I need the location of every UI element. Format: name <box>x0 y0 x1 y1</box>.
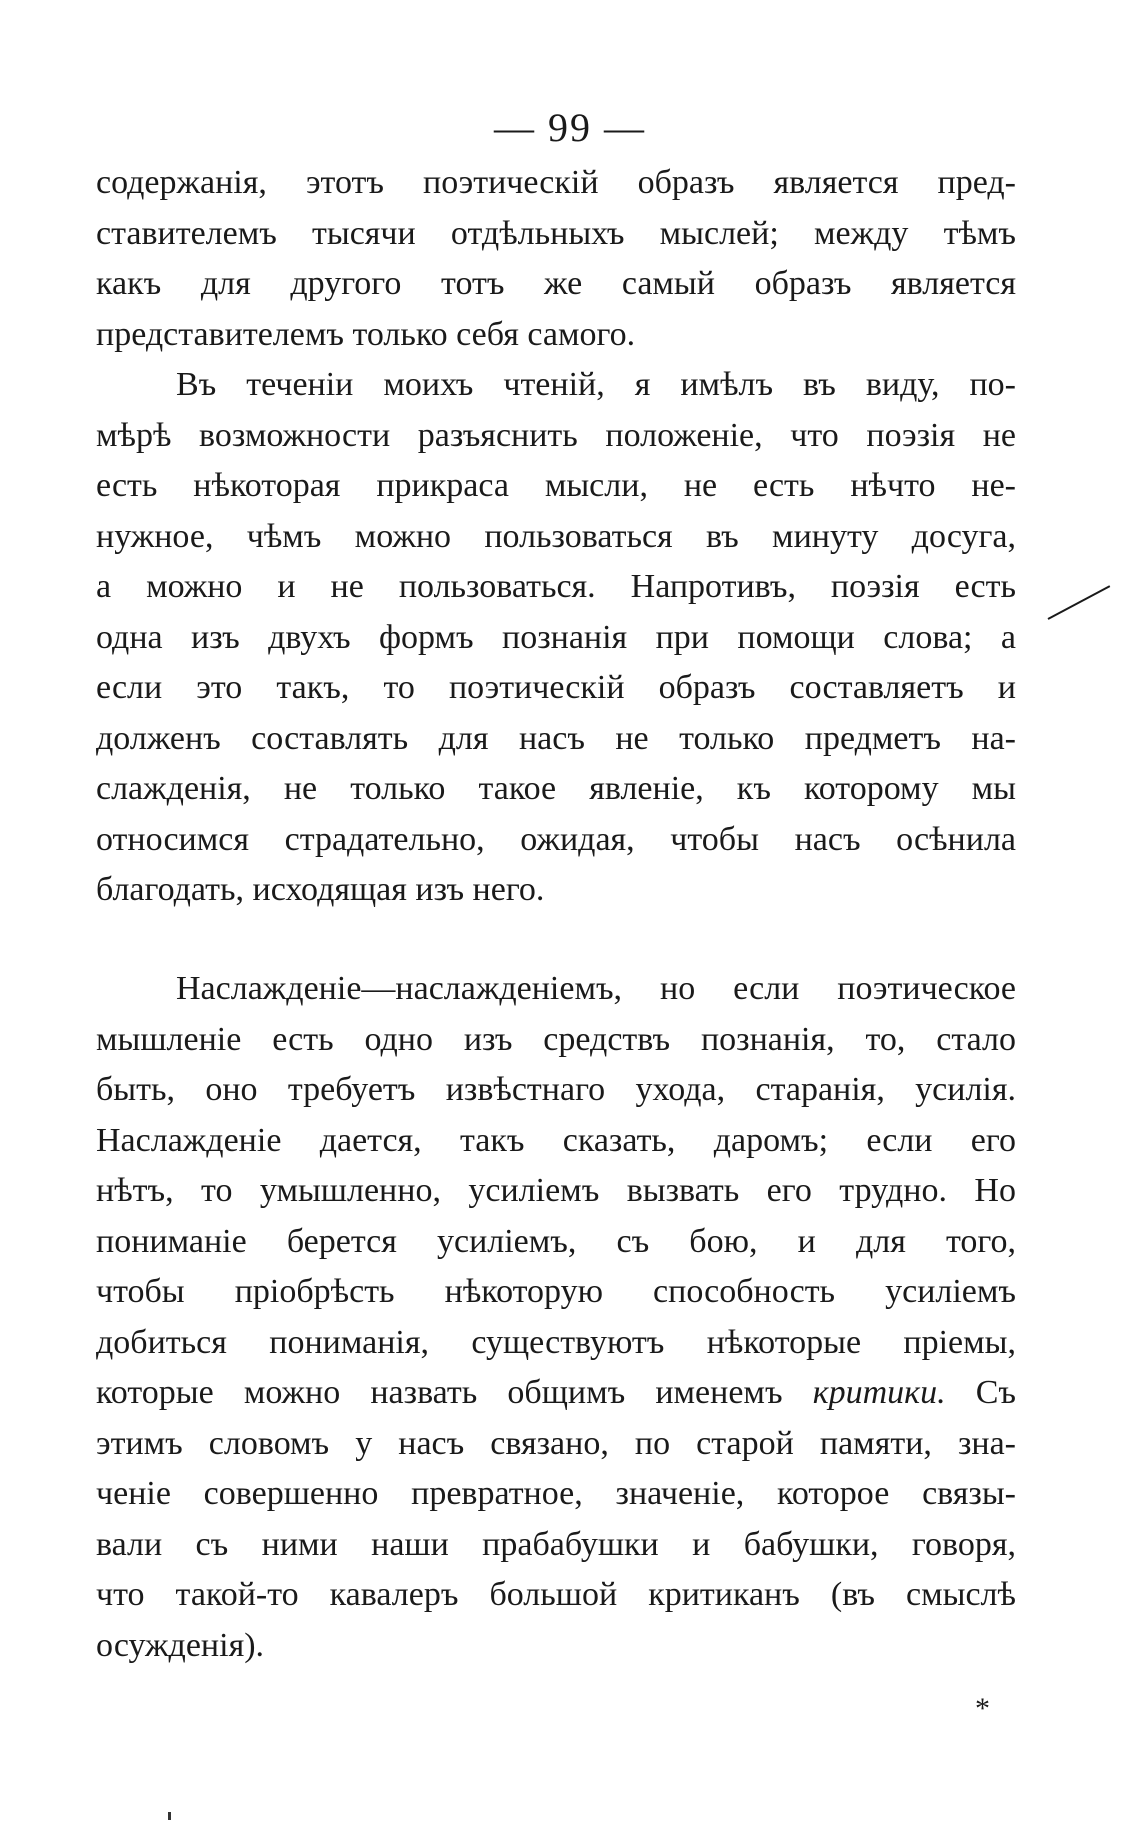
text-line: быть, оно требуетъ извѣстнаго ухода, старанія, усилія. <box>96 1071 1016 1108</box>
text-line: чтобы пріобрѣсть нѣкоторую способность усиліемъ <box>96 1273 1016 1310</box>
text-line: содержанія, этотъ поэтическій образъ является пред- <box>96 164 1016 201</box>
text-line: нужное, чѣмъ можно пользоваться въ минуту досуга, <box>96 517 1016 555</box>
text-line: представителемъ только себя самого. <box>96 315 636 353</box>
text-line: пониманіе берется усиліемъ, съ бою, и для того, <box>96 1222 1016 1260</box>
page-number: — 99 — <box>494 105 646 150</box>
italic-term: критики. <box>812 1374 946 1411</box>
text-line: одна изъ двухъ формъ познанія при помощи слова; а <box>96 618 1016 656</box>
paragraph-1 <box>96 158 1016 360</box>
text-line: мѣрѣ возможности разъяснить положеніе, что поэзія не <box>96 416 1016 454</box>
text-line: слажденія, не только такое явленіе, къ которому мы <box>96 770 1016 807</box>
text-line: добиться пониманія, существуютъ нѣкоторые пріемы, <box>96 1323 1016 1361</box>
paragraph-3 <box>96 964 1016 1671</box>
text-line: нѣтъ, то умышленно, усиліемъ вызвать его трудно. Но <box>96 1172 1016 1209</box>
text-line: вали съ ними наши прабабушки и бабушки, говоря, <box>96 1525 1016 1563</box>
scan-speck <box>168 1812 171 1820</box>
text-run: которые можно назвать общимъ именемъ <box>96 1374 813 1411</box>
paragraph-2 <box>96 360 1016 916</box>
text-run: Съ <box>945 1374 1016 1411</box>
text-line-with-italic <box>96 1368 1016 1419</box>
text-line: что такой-то кавалеръ большой критиканъ (въ смыслѣ <box>96 1576 1016 1613</box>
text-line: какъ для другого тотъ же самый образъ является <box>96 265 1016 302</box>
text-line: благодать, исходящая изъ него. <box>96 871 545 908</box>
text-line: Наслажденіе—наслажденіемъ, но если поэтическое <box>176 970 1016 1007</box>
footer-asterisk: * <box>975 1692 990 1725</box>
text-line: осужденія). <box>96 1626 265 1664</box>
margin-pencil-mark <box>1048 585 1111 620</box>
text-line: ставителемъ тысячи отдѣльныхъ мыслей; между тѣмъ <box>96 214 1016 252</box>
text-line: есть нѣкоторая прикраса мысли, не есть нѣчто не- <box>96 467 1016 504</box>
text-line: Наслажденіе дается, такъ сказать, даромъ; если его <box>96 1121 1016 1159</box>
text-line: ченіе совершенно превратное, значеніе, которое связы- <box>96 1475 1016 1512</box>
text-line: а можно и не пользоваться. Напротивъ, поэзія есть <box>96 568 1016 605</box>
text-line: если это такъ, то поэтическій образъ составляетъ и <box>96 669 1016 706</box>
text-line: Въ теченіи моихъ чтеній, я имѣлъ въ виду, по- <box>176 366 1016 403</box>
text-line: относимся страдательно, ожидая, чтобы насъ осѣнила <box>96 820 1016 858</box>
text-line: долженъ составлять для насъ не только предметъ на- <box>96 719 1016 757</box>
text-line: мышленіе есть одно изъ средствъ познанія, то, стало <box>96 1020 1016 1058</box>
text-line: этимъ словомъ у насъ связано, по старой памяти, зна- <box>96 1424 1016 1462</box>
